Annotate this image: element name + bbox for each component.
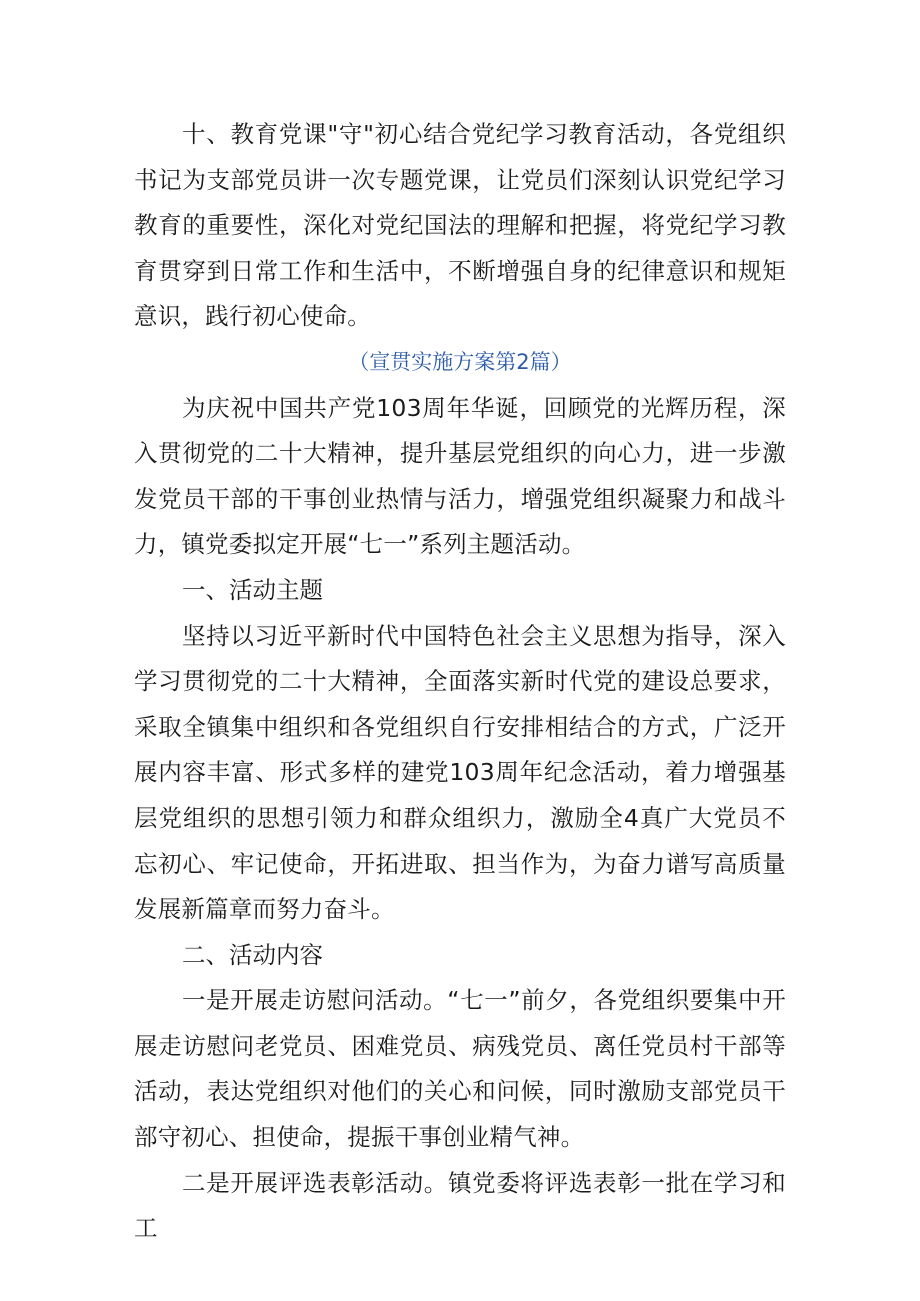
paragraph-party-lesson: 十、教育党课"守"初心结合党纪学习教育活动，各党组织书记为支部党员讲一次专题党课，让党员们深刻认识党纪学习教育的重要性，深化对党纪国法的理解和把握，将党纪学习教育贯穿到日常工作和生活中，不断增强自身的纪律意识和规矩意识，践行初心使命。 (134, 120, 786, 331)
section-heading-content: 二、活动内容 (182, 940, 323, 969)
document-body (134, 112, 786, 1252)
paragraph-introduction: 为庆祝中国共产党103周年华诞，回顾党的光辉历程，深入贯彻党的二十大精神，提升基层党组织的向心力，进一步激发党员干部的干事创业热情与活力，增强党组织凝聚力和战斗力，镇党委拟定开展“七一”系列主题活动。 (134, 393, 786, 559)
document-subtitle: （宣贯实施方案第2篇） (348, 349, 572, 374)
section-heading-theme: 一、活动主题 (182, 575, 323, 604)
paragraph-visit-activity: 一是开展走访慰问活动。“七一”前夕，各党组织要集中开展走访慰问老党员、困难党员、病残党员、离任党员村干部等活动，表达党组织对他们的关心和问候，同时激励支部党员干部守初心、担使命，提振干事创业精气神。 (134, 986, 786, 1152)
paragraph-theme: 坚持以习近平新时代中国特色社会主义思想为指导，深入学习贯彻党的二十大精神，全面落实新时代党的建设总要求，采取全镇集中组织和各党组织自行安排相结合的方式，广泛开展内容丰富、形式多样的建党103周年纪念活动，着力增强基层党组织的思想引领力和群众组织力，激励全4真广大党员不忘初心、牢记使命，开拓进取、担当作为，为奋力谱写高质量发展新篇章而努力奋斗。 (134, 621, 786, 924)
paragraph-commendation-activity: 二是开展评选表彰活动。镇党委将评选表彰一批在学习和工 (134, 1168, 786, 1243)
